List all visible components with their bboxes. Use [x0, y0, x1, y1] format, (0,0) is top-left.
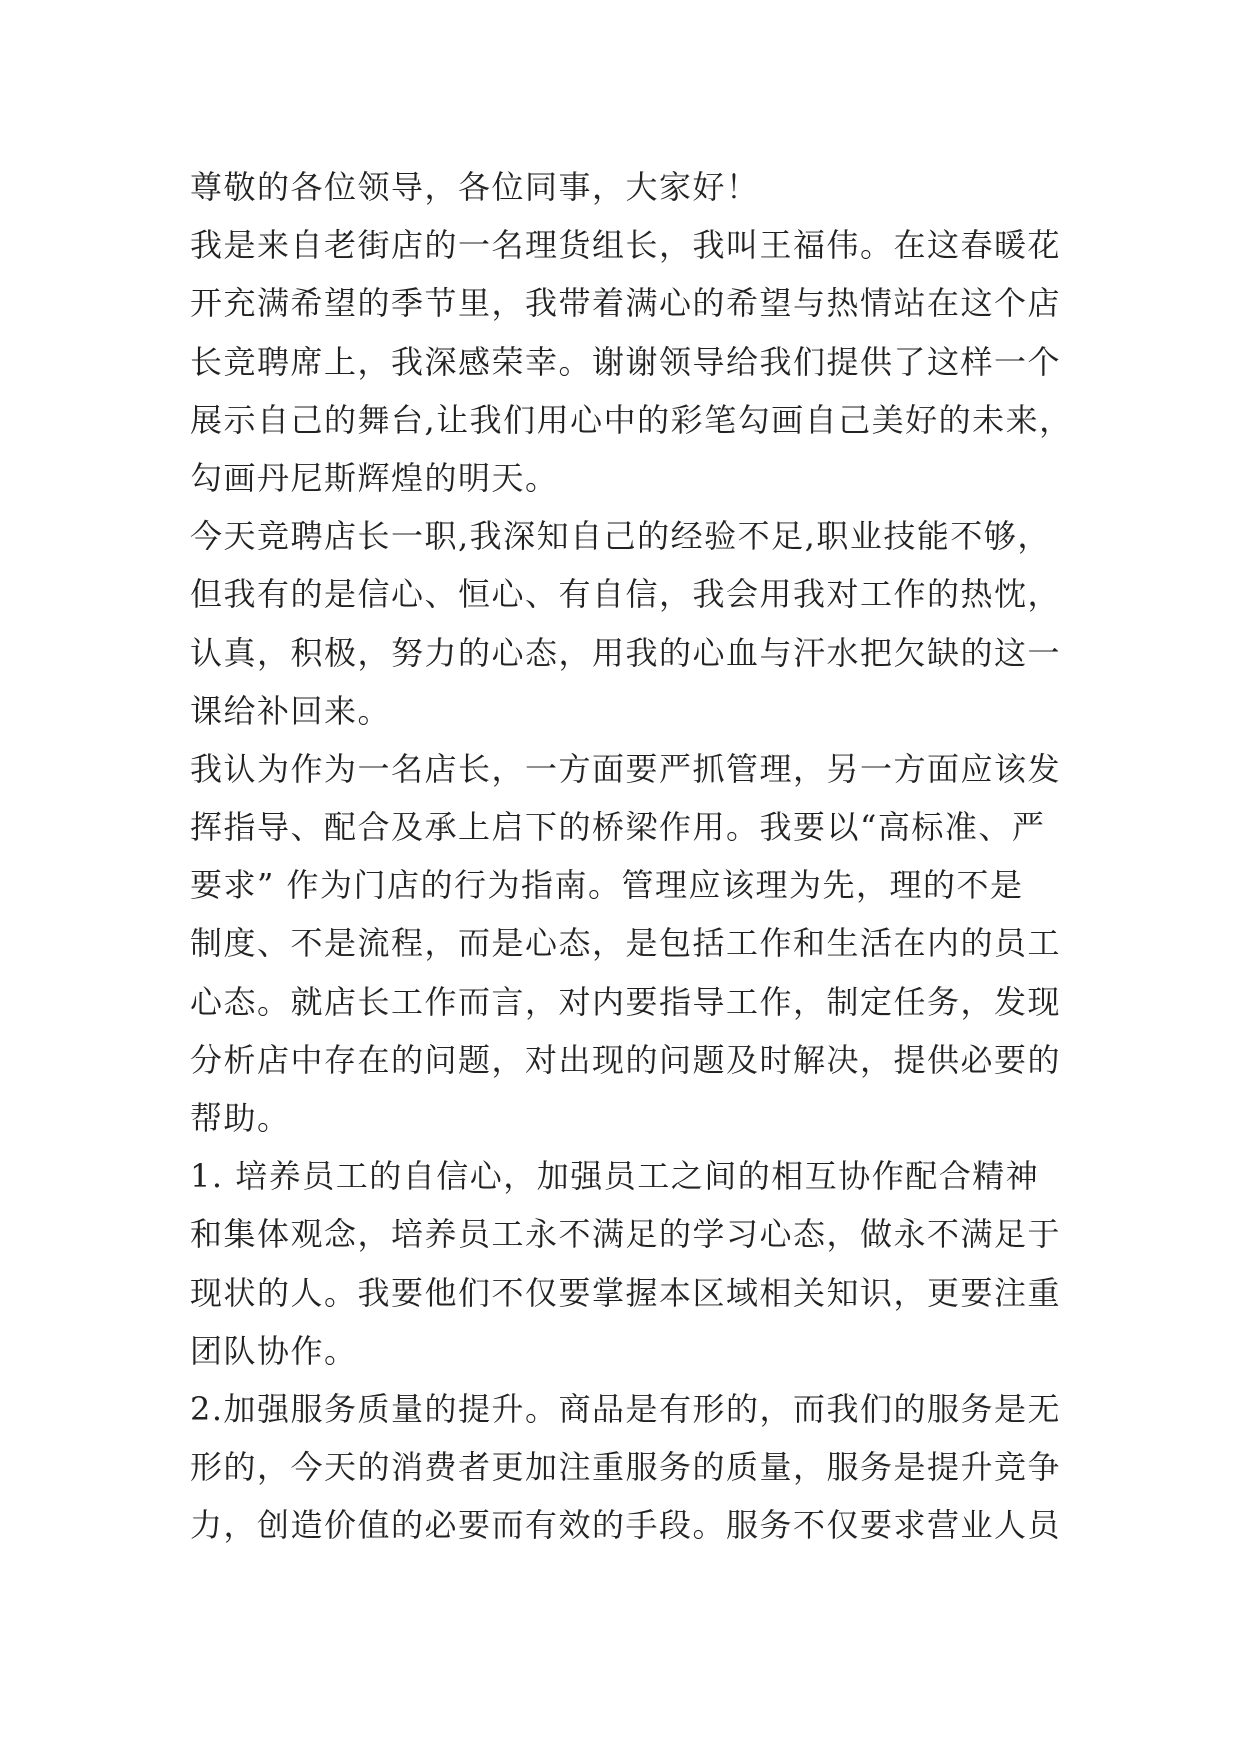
text-line: 制度、不是流程，而是心态，是包括工作和生活在内的员工 [190, 924, 1062, 963]
text-line: 要求” 作为门店的行为指南。管理应该理为先，理的不是 [190, 866, 1024, 905]
text-line: 但我有的是信心、恒心、有自信，我会用我对工作的热忱， [190, 575, 1062, 614]
text-line: 帮助。 [190, 1099, 291, 1137]
text-line: 今天竞聘店长一职,我深知自己的经验不足,职业技能不够， [190, 517, 1051, 556]
text-line: 力，创造价值的必要而有效的手段。服务不仅要求营业人员 [190, 1506, 1062, 1545]
text-line: 分析店中存在的问题，对出现的问题及时解决，提供必要的 [190, 1040, 1062, 1079]
text-line: 形的，今天的消费者更加注重服务的质量，服务是提升竞争 [190, 1448, 1062, 1487]
text-line: 和集体观念，培养员工永不满足的学习心态，做永不满足于 [190, 1215, 1062, 1254]
text-line: 勾画丹尼斯辉煌的明天。 [190, 458, 559, 497]
text-line: 1. 培养员工的自信心，加强员工之间的相互协作配合精神 [190, 1157, 1040, 1196]
text-line: 开充满希望的季节里，我带着满心的希望与热情站在这个店 [190, 284, 1062, 323]
text-line: 心态。就店长工作而言，对内要指导工作，制定任务，发现 [190, 982, 1062, 1021]
text-line: 尊敬的各位领导，各位同事，大家好！ [190, 168, 760, 206]
text-line: 我是来自老街店的一名理货组长，我叫王福伟。在这春暖花 [190, 226, 1062, 265]
text-line: 课给补回来。 [190, 691, 392, 730]
text-line: 认真，积极，努力的心态，用我的心血与汗水把欠缺的这一 [190, 633, 1062, 672]
text-line: 团队协作。 [190, 1331, 358, 1370]
speech-text [190, 158, 1073, 1555]
text-line: 我认为作为一名店长，一方面要严抓管理，另一方面应该发 [190, 749, 1062, 788]
text-line: 挥指导、配合及承上启下的桥梁作用。我要以“高标准、严 [190, 808, 1046, 847]
text-line: 现状的人。我要他们不仅要掌握本区域相关知识，更要注重 [190, 1273, 1062, 1312]
text-line: 2.加强服务质量的提升。商品是有形的，而我们的服务是无 [190, 1389, 1062, 1428]
text-line: 展示自己的舞台,让我们用心中的彩笔勾画自己美好的未来， [190, 400, 1073, 439]
text-line: 长竞聘席上，我深感荣幸。谢谢领导给我们提供了这样一个 [190, 342, 1062, 381]
